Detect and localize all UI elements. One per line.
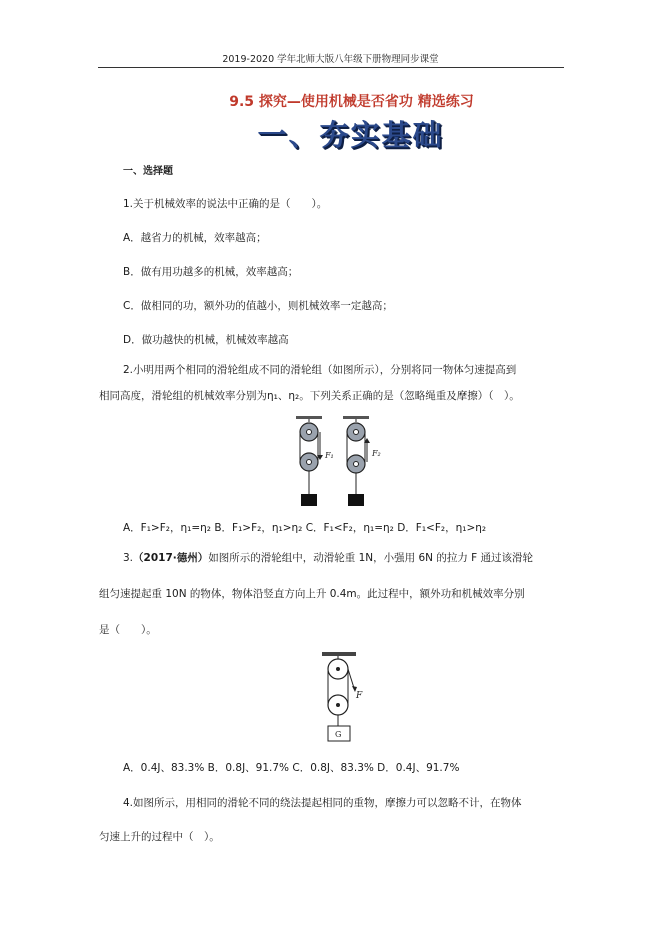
q3-label-f: F bbox=[356, 691, 363, 701]
q1-option-a: A．越省力的机械，效率越高； bbox=[123, 232, 267, 244]
q3-source: （2017·德州） bbox=[133, 552, 209, 564]
q3-label-g: G bbox=[335, 730, 342, 739]
q3-line-1-rest: 如图所示的滑轮组中，动滑轮重 1N，小强用 6N 的拉力 F 通过该滑轮 bbox=[208, 552, 534, 564]
q2-label-f2: F₂ bbox=[372, 449, 381, 458]
page-header: 2019-2020 学年北师大版八年级下册物理同步课堂 bbox=[222, 54, 439, 65]
section-heading: 一、选择题 bbox=[123, 166, 173, 177]
lesson-main-title: 一、夯实基础 bbox=[257, 118, 444, 152]
q3-options: A．0.4J、83.3% B．0.8J、91.7% C．0.8J、83.3% D．0.4J、91.7% bbox=[123, 762, 460, 774]
q2-ceiling-right bbox=[343, 416, 369, 419]
q3-number: 3. bbox=[123, 552, 134, 564]
q3-line-3: 是（ ）。 bbox=[99, 624, 157, 636]
q2-weight-right bbox=[348, 494, 364, 506]
q1-option-b: B．做有用功越多的机械，效率越高； bbox=[123, 266, 299, 278]
q3-line-1 bbox=[123, 550, 533, 565]
q2-line-2: 相同高度，滑轮组的机械效率分别为η₁、η₂。下列关系正确的是（忽略绳重及摩擦）（ ）。 bbox=[99, 390, 520, 402]
q3-pulley-figure bbox=[318, 650, 368, 745]
q2-line-1: 2.小明用两个相同的滑轮组成不同的滑轮组（如图所示），分别将同一物体匀速提高到 bbox=[123, 364, 517, 376]
q2-options: A．F₁>F₂，η₁=η₂ B．F₁>F₂，η₁>η₂ C．F₁<F₂，η₁=η₂ D．F₁<F₂，η₁>η₂ bbox=[123, 522, 487, 534]
q3-ceiling bbox=[322, 652, 356, 656]
q1-option-c: C．做相同的功，额外功的值越小，则机械效率一定越高； bbox=[123, 300, 393, 312]
q1-stem: 1.关于机械效率的说法中正确的是（ ）。 bbox=[123, 198, 328, 210]
q1-option-d: D．做功越快的机械，机械效率越高 bbox=[123, 334, 289, 346]
header-rule bbox=[98, 67, 564, 68]
q3-line-2: 组匀速提起重 10N 的物体，物体沿竖直方向上升 0.4m。此过程中，额外功和机械效率分别 bbox=[99, 588, 525, 600]
q2-pulley-figure bbox=[288, 412, 381, 512]
lesson-subtitle: 9.5 探究—使用机械是否省功 精选练习 bbox=[229, 94, 474, 110]
q4-line-2: 匀速上升的过程中（ ）。 bbox=[99, 831, 220, 843]
q2-weight-left bbox=[301, 494, 317, 506]
q2-label-f1: F₁ bbox=[325, 451, 334, 460]
q4-line-1: 4.如图所示，用相同的滑轮不同的绕法提起相同的重物，摩擦力可以忽略不计，在物体 bbox=[123, 797, 522, 809]
q2-ceiling-left bbox=[296, 416, 322, 419]
